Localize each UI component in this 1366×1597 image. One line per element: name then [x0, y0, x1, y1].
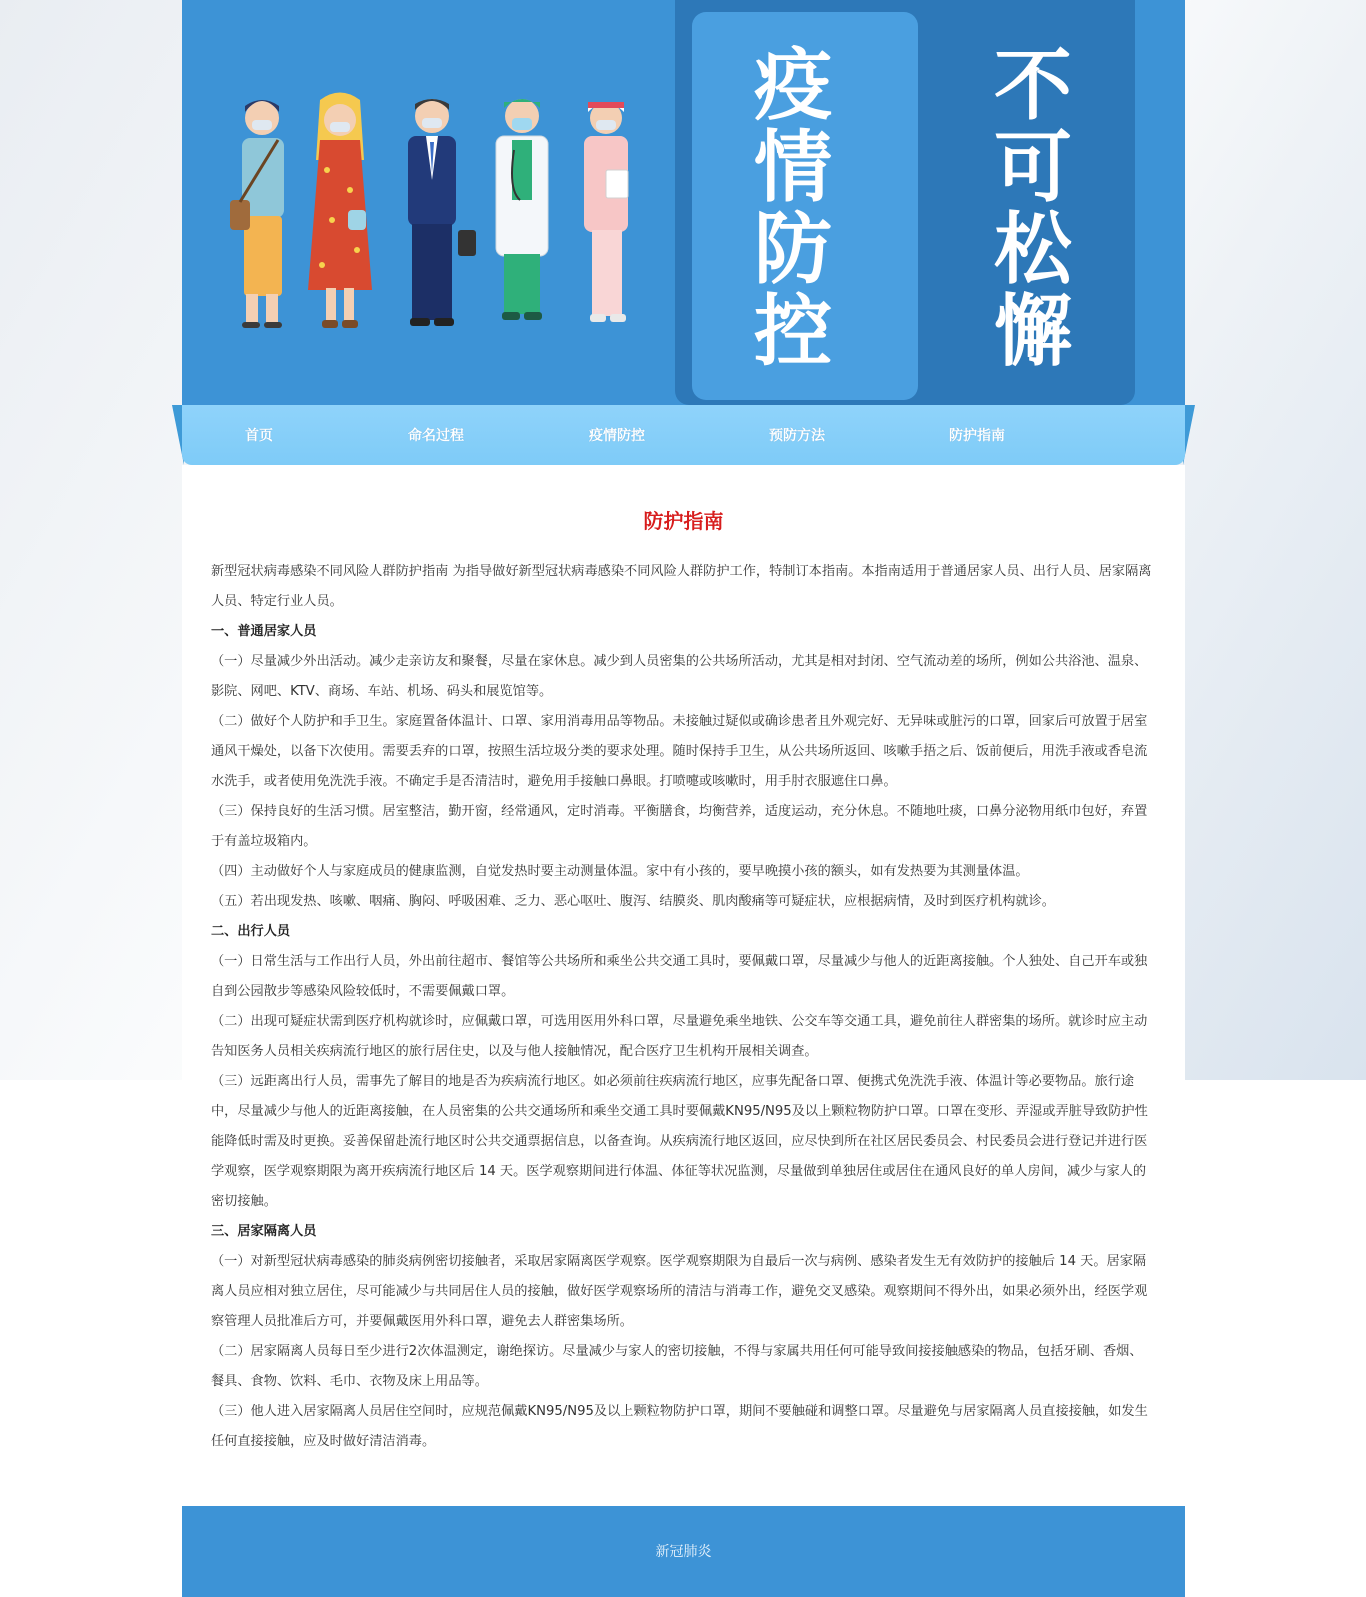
slogan-left — [754, 41, 833, 377]
article-paragraph: （五）若出现发热、咳嗽、咽痛、胸闷、呼吸困难、乏力、恶心呕吐、腹泻、结膜炎、肌肉酸痛等可疑症状，应根据病情，及时到医疗机构就诊。 — [211, 894, 1055, 909]
person-businessman-icon — [408, 99, 476, 326]
article-body — [211, 557, 1153, 1457]
slogan-char: 不 — [994, 41, 1073, 131]
section-heading: 三、居家隔离人员 — [211, 1224, 317, 1239]
article-paragraph: （一）对新型冠状病毒感染的肺炎病例密切接触者，采取居家隔离医学观察。医学观察期限为自最后一次与病例、感染者发生无有效防护的接触后 14 天。居家隔离人员应相对独立居住，尽可能减少与共同居住人员的接触，做好医学观察场所的清洁与消毒工作，避免交叉感染。观察期间不得外出，如果必须外出，经医学观察管理人员批准后方可，并要佩戴医用外科口罩，避免去人群密集场所。 — [211, 1254, 1148, 1329]
person-doctor-icon — [496, 99, 548, 320]
nav-item-home[interactable]: 首页 — [245, 428, 273, 444]
person-nurse-icon — [584, 102, 628, 322]
slogan-right — [994, 41, 1073, 377]
article-paragraph: 新型冠状病毒感染不同风险人群防护指南 为指导做好新型冠状病毒感染不同风险人群防护工作，特制订本指南。本指南适用于普通居家人员、出行人员、居家隔离人员、特定行业人员。 — [211, 564, 1152, 609]
page-container — [182, 0, 1185, 1597]
person-casual-icon — [230, 100, 284, 328]
article-paragraph: （一）日常生活与工作出行人员，外出前往超市、餐馆等公共场所和乘坐公共交通工具时，要佩戴口罩，尽量减少与他人的近距离接触。个人独处、自己开车或独自到公园散步等感染风险较低时，不需要佩戴口罩。 — [211, 954, 1148, 999]
footer-text: 新冠肺炎 — [655, 1544, 712, 1560]
nav-item-naming[interactable]: 命名过程 — [408, 428, 464, 444]
nav-bar — [182, 405, 1185, 465]
masked-people-illustration — [212, 90, 642, 340]
article-paragraph: （二）出现可疑症状需到医疗机构就诊时，应佩戴口罩，可选用医用外科口罩，尽量避免乘坐地铁、公交车等交通工具，避免前往人群密集的场所。就诊时应主动告知医务人员相关疾病流行地区的旅行居住史，以及与他人接触情况，配合医疗卫生机构开展相关调查。 — [211, 1014, 1148, 1059]
section-heading: 一、普通居家人员 — [211, 624, 317, 639]
slogan-char: 懈 — [994, 287, 1073, 377]
page-footer — [182, 1506, 1185, 1597]
slogan-char: 可 — [994, 123, 1073, 213]
nav-item-prevention[interactable]: 预防方法 — [769, 428, 825, 444]
article-paragraph: （三）保持良好的生活习惯。居室整洁，勤开窗，经常通风，定时消毒。平衡膳食，均衡营养，适度运动，充分休息。不随地吐痰，口鼻分泌物用纸巾包好，弃置于有盖垃圾箱内。 — [211, 804, 1148, 849]
page-title: 防护指南 — [643, 509, 724, 533]
article-paragraph: （二）做好个人防护和手卫生。家庭置备体温计、口罩、家用消毒用品等物品。未接触过疑似或确诊患者且外观完好、无异味或脏污的口罩，回家后可放置于居室通风干燥处，以备下次使用。需要丢弃的口罩，按照生活垃圾分类的要求处理。随时保持手卫生，从公共场所返回、咳嗽手捂之后、饭前便后，用洗手液或香皂流水洗手，或者使用免洗洗手液。不确定手是否清洁时，避免用手接触口鼻眼。打喷嚏或咳嗽时，用手肘衣服遮住口鼻。 — [211, 714, 1148, 789]
article-paragraph: （一）尽量减少外出活动。减少走亲访友和聚餐，尽量在家休息。减少到人员密集的公共场所活动，尤其是相对封闭、空气流动差的场所，例如公共浴池、温泉、影院、网吧、KTV、商场、车站、机场、码头和展览馆等。 — [211, 654, 1148, 699]
section-heading: 二、出行人员 — [211, 924, 291, 939]
main-nav — [172, 405, 1195, 465]
article-paragraph: （四）主动做好个人与家庭成员的健康监测，自觉发热时要主动测量体温。家中有小孩的，要早晚摸小孩的额头，如有发热要为其测量体温。 — [211, 864, 1029, 879]
slogan-char: 控 — [754, 287, 833, 377]
hero-banner — [182, 0, 1185, 405]
article-paragraph: （三）他人进入居家隔离人员居住空间时，应规范佩戴KN95/N95及以上颗粒物防护口罩，期间不要触碰和调整口罩。尽量避免与居家隔离人员直接接触，如发生任何直接接触，应及时做好清洁消毒。 — [211, 1404, 1148, 1449]
person-woman-icon — [308, 93, 372, 329]
slogan-char: 情 — [754, 123, 833, 213]
nav-item-protection-guide[interactable]: 防护指南 — [949, 428, 1005, 444]
slogan-char: 松 — [994, 205, 1073, 295]
article-paragraph: （三）远距离出行人员，需事先了解目的地是否为疾病流行地区。如必须前往疾病流行地区，应事先配备口罩、便携式免洗洗手液、体温计等必要物品。旅行途中，尽量减少与他人的近距离接触，在人员密集的公共交通场所和乘坐交通工具时要佩戴KN95/N95及以上颗粒物防护口罩。口罩在变形、弄湿或弄脏导致防护性能降低时需及时更换。妥善保留赴流行地区时公共交通票据信息，以备查询。从疾病流行地区返回，应尽快到所在社区居民委员会、村民委员会进行登记并进行医学观察，医学观察期限为离开疾病流行地区后 14 天。医学观察期间进行体温、体征等状况监测，尽量做到单独居住或居住在通风良好的单人房间，减少与家人的密切接触。 — [211, 1074, 1148, 1209]
slogan-char: 防 — [754, 205, 833, 295]
nav-item-epidemic-control[interactable]: 疫情防控 — [589, 428, 645, 444]
article-paragraph: （二）居家隔离人员每日至少进行2次体温测定，谢绝探访。尽量减少与家人的密切接触，不得与家属共用任何可能导致间接接触感染的物品，包括牙刷、香烟、餐具、食物、饮料、毛巾、衣物及床上用品等。 — [211, 1344, 1143, 1389]
slogan-char: 疫 — [754, 41, 833, 131]
main-content — [182, 465, 1185, 1506]
